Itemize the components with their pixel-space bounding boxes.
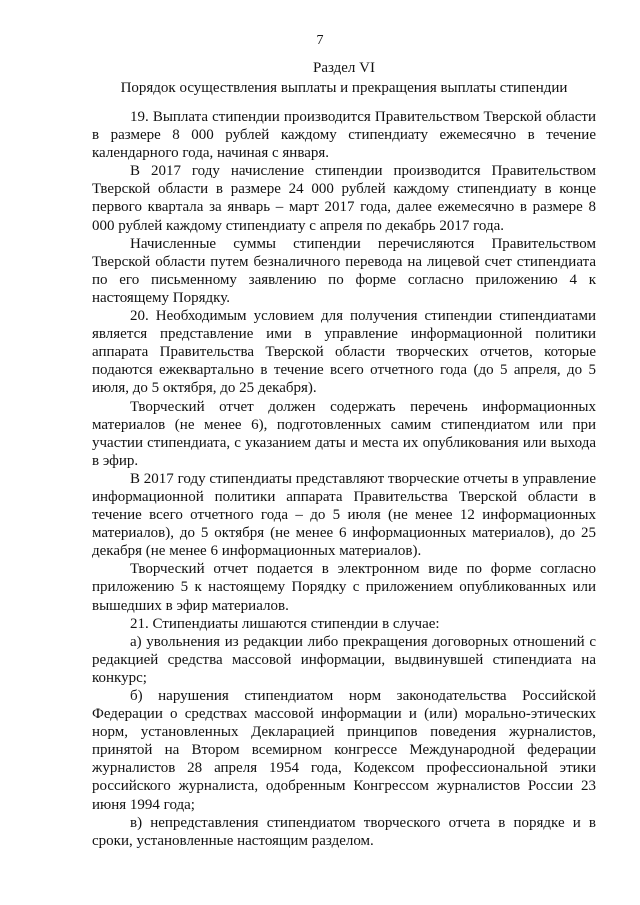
list-item-b: б) нарушения стипендиатом норм законодательства Российской Федерации о средствах массовой информации и (или) морально-этических норм, установленных Декларацией принципов поведения журналистов, принятой на Втором всемирном конгрессе Международной федерации журналистов 28 апреля 1954 года, Кодексом профессиональной этики российского журналиста, одобренным Конгрессом журналистов России 23 июня 1994 года; — [92, 688, 596, 813]
paragraph-19: 19. Выплата стипендии производится Правительством Тверской области в размере 8 000 рублей каждому стипендиату ежемесячно в течение календарного года, начиная с января. — [92, 109, 596, 162]
paragraph-2017-reports: В 2017 году стипендиаты представляют творческие отчеты в управление информационной политики аппарата Правительства Тверской области в течение всего отчетного года – до 5 июля (не менее 12 информационных материалов), до 5 октября (не менее 6 информационных материалов), до 25 декабря (не менее 6 информационных материалов). — [92, 470, 596, 560]
paragraph-20: 20. Необходимым условием для получения стипендии стипендиатами является представление ими в управление информационной политики аппарата Правительства Тверской области творческих отчетов, которые подаются ежеквартально в течение всего отчетного года (до 5 апреля, до 5 июля, до 5 октября, до 25 декабря). — [92, 308, 596, 397]
paragraph-report-content: Творческий отчет должен содержать перечень информационных материалов (не менее 6), подготовленных самим стипендиатом или при участии стипендиата, с указанием даты и места их опубликования или выхода в эфир. — [92, 398, 596, 469]
page-number: 7 — [316, 33, 324, 48]
section-title: Раздел VI — [312, 60, 375, 76]
list-item-a: а) увольнения из редакции либо прекращения договорных отношений с редакцией средства массовой информации, выдвинувшей стипендиата на конкурс; — [92, 633, 596, 686]
document-body — [92, 108, 596, 850]
list-item-v: в) непредставления стипендиатом творческого отчета в порядке и в сроки, установленные настоящим разделом. — [92, 814, 596, 849]
paragraph-transfer: Начисленные суммы стипендии перечисляются Правительством Тверской области путем безналичного перевода на лицевой счет стипендиата по его письменному заявлению по форме согласно приложению 4 к настоящему Порядку. — [92, 235, 596, 306]
paragraph-2017-accrual: В 2017 году начисление стипендии производится Правительством Тверской области в размере 24 000 рублей каждому стипендиату в конце первого квартала за январь – март 2017 года, далее ежемесячно в размере 8 000 рублей каждому стипендиату с апреля по декабрь 2017 года. — [92, 163, 596, 234]
section-header — [92, 58, 596, 98]
paragraph-21: 21. Стипендиаты лишаются стипендии в случае: — [130, 615, 440, 632]
section-subtitle: Порядок осуществления выплаты и прекращения выплаты стипендии — [120, 80, 568, 96]
paragraph-report-format: Творческий отчет подается в электронном виде по форме согласно приложению 5 к настоящему Порядку с приложением опубликованных или вышедших в эфир материалов. — [92, 561, 596, 614]
